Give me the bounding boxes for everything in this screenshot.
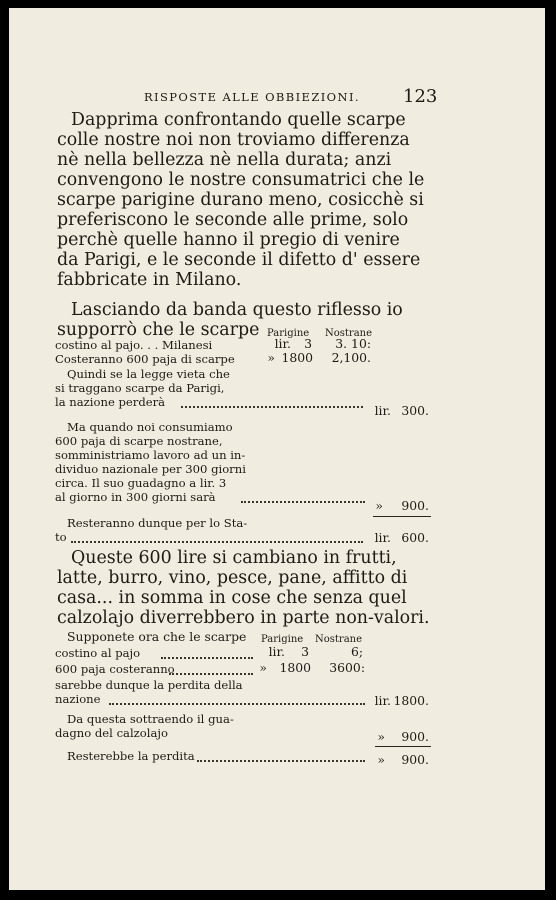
total-nostrane: 3600:: [329, 660, 365, 675]
text-line: da Parigi, e le seconde il difetto d' essere: [57, 250, 421, 270]
amount-value: 900.: [401, 498, 429, 513]
entry-line: dagno del calzolajo: [55, 726, 168, 740]
row-label: Costeranno 600 paja di scarpe: [55, 352, 235, 366]
entry-line: somministriamo lavoro ad un in-: [55, 448, 246, 462]
running-title: RISPOSTE ALLE OBBIEZIONI.: [144, 90, 360, 104]
amount-value: 1800.: [393, 693, 429, 708]
column-header-parigine: Parigine: [261, 634, 304, 645]
text-line: perchè quelle hanno il pregio di venire: [57, 230, 400, 250]
dot-leaders: [161, 657, 253, 659]
text-line: Queste 600 lire si cambiano in frutti,: [71, 548, 397, 568]
entry-line: Da questa sottraendo il gua-: [67, 712, 234, 726]
ditto-mark: »: [377, 729, 385, 744]
paragraph-second: [57, 300, 437, 340]
text-line: convengono le nostre consumatrici che le: [57, 170, 425, 190]
row-label: 600 paja costeranno: [55, 662, 175, 676]
sum-rule: [373, 516, 431, 517]
column-header-parigine: Parigine: [267, 328, 310, 339]
dot-leaders: [197, 760, 365, 762]
page-number: 123: [403, 86, 438, 107]
ditto-mark: »: [375, 498, 383, 513]
text-line: supporrò che le scarpe: [57, 320, 260, 340]
entry-line: Resterebbe la perdita: [67, 749, 195, 763]
unit-label: lir.: [374, 403, 391, 418]
entry-line: la nazione perderà: [55, 395, 166, 409]
paragraph-third: [57, 548, 437, 628]
unit-label: lir.: [274, 336, 291, 351]
row-label: costino al pajo. . . Milanesi: [55, 338, 213, 352]
price-nostrane: 3. 10:: [335, 336, 371, 351]
text-line: latte, burro, vino, pesce, pane, affitto di: [57, 568, 408, 588]
text-line: colle nostre noi non troviamo differenza: [57, 130, 410, 150]
entry-line: dividuo nazionale per 300 giorni: [55, 462, 246, 476]
dot-leaders: [181, 406, 363, 408]
total-parigine: 1800: [279, 660, 311, 675]
text-line: scarpe parigine durano meno, cosicchè si: [57, 190, 424, 210]
amount-value: 300.: [401, 403, 429, 418]
unit-label: lir.: [374, 530, 391, 545]
table-intro: Supponete ora che le scarpe: [67, 629, 247, 644]
total-parigine: 1800: [281, 350, 313, 365]
sum-rule: [375, 746, 431, 747]
text-line: nè nella bellezza nè nella durata; anzi: [57, 150, 392, 170]
column-header-nostrane: Nostrane: [315, 634, 363, 645]
entry-line: al giorno in 300 giorni sarà: [55, 490, 216, 504]
price-nostrane: 6;: [350, 644, 363, 659]
price-parigine: 3: [304, 336, 312, 351]
book-page: [9, 8, 545, 890]
ditto-mark: »: [377, 752, 385, 767]
column-header-nostrane: Nostrane: [325, 328, 373, 339]
text-line: Dapprima confrontando quelle scarpe: [71, 110, 406, 130]
entry-line: Resteranno dunque per lo Sta-: [67, 516, 248, 530]
entry-line: si traggano scarpe da Parigi,: [55, 381, 225, 395]
row-label: costino al pajo: [55, 646, 141, 660]
entry-line: circa. Il suo guadagno a lir. 3: [55, 476, 227, 490]
entry-line: to: [55, 530, 67, 544]
text-line: fabbricate in Milano.: [57, 270, 242, 290]
text-line: casa... in somma in cose che senza quel: [57, 588, 407, 608]
unit-label: lir.: [268, 644, 285, 659]
text-line: Lasciando da banda questo riflesso io: [71, 300, 403, 320]
entry-line: Ma quando noi consumiamo: [67, 420, 233, 434]
text-line: preferiscono le seconde alle prime, solo: [57, 210, 409, 230]
amount-value: 900.: [401, 752, 429, 767]
entry-line: nazione: [55, 692, 101, 706]
amount-value: 900.: [401, 729, 429, 744]
ditto-mark: »: [267, 350, 275, 365]
dot-leaders: [71, 541, 363, 543]
paragraph-first: [57, 110, 437, 290]
price-parigine: 3: [301, 644, 309, 659]
text-line: calzolajo diverrebbero in parte non-valori.: [57, 608, 430, 628]
amount-value: 600.: [401, 530, 429, 545]
page-header: [9, 86, 545, 110]
unit-label: lir.: [374, 693, 391, 708]
entry-line: sarebbe dunque la perdita della: [55, 678, 243, 692]
entry-line: 600 paja di scarpe nostrane,: [55, 434, 223, 448]
dot-leaders: [169, 673, 253, 675]
entry-line: Quindi se la legge vieta che: [67, 367, 230, 381]
dot-leaders: [241, 501, 365, 503]
total-nostrane: 2,100.: [331, 350, 371, 365]
dot-leaders: [109, 703, 365, 705]
ditto-mark: »: [259, 660, 267, 675]
